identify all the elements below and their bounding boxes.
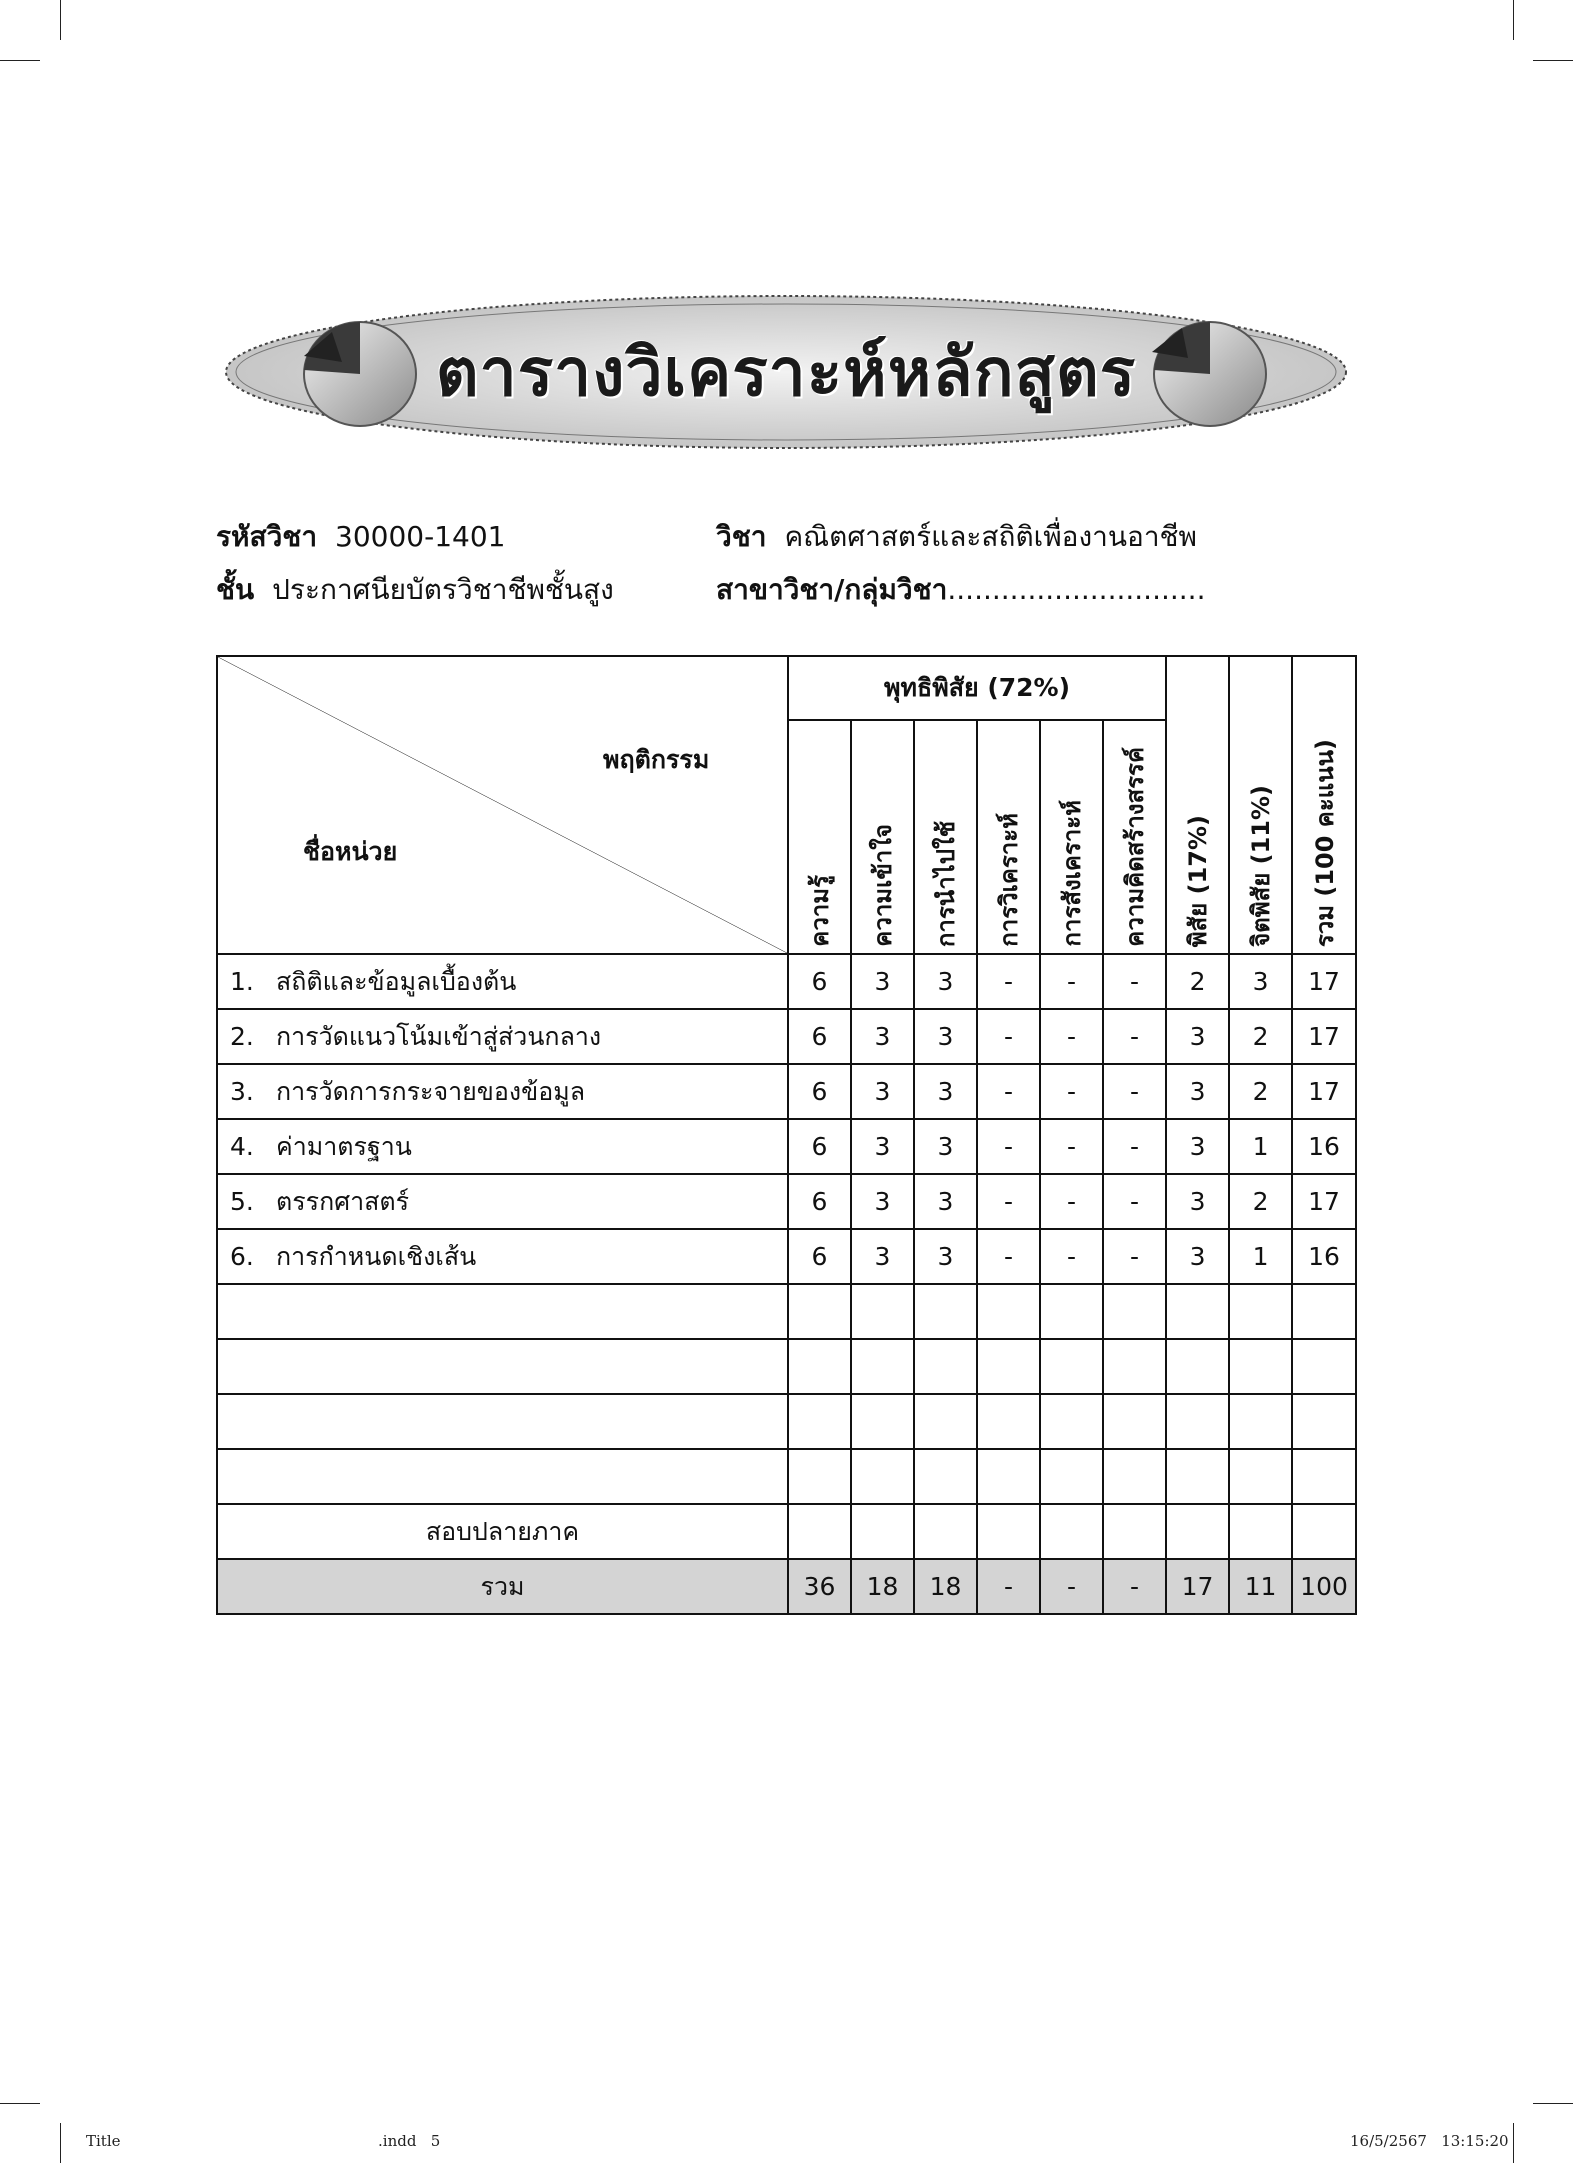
value-cell: 3 [851, 1229, 914, 1284]
total-cell: 18 [914, 1559, 977, 1614]
corner-header [217, 656, 788, 954]
unit-number: 6. [230, 1241, 254, 1271]
crop-mark [1533, 60, 1573, 61]
value-cell: - [1103, 1174, 1166, 1229]
total-cell: 100 [1292, 1559, 1356, 1614]
total-cell: 17 [1166, 1559, 1229, 1614]
column-header: ความรู้ [788, 720, 851, 954]
cognitive-group-header: พุทธิพิสัย (72%) [788, 656, 1166, 720]
unit-number: 2. [230, 1021, 254, 1051]
value-cell: 3 [851, 1009, 914, 1064]
level-value: ประกาศนียบัตรวิชาชีพชั้นสูง [272, 573, 614, 606]
table-row [217, 1229, 1356, 1284]
header-row-1 [217, 656, 1356, 720]
total-label: รวม [217, 1559, 788, 1614]
value-cell: 17 [1292, 1174, 1356, 1229]
total-cell: - [1103, 1559, 1166, 1614]
value-cell: - [977, 1229, 1040, 1284]
unit-name: การกำหนดเชิงเส้น [276, 1241, 477, 1271]
unit-name-cell [217, 1064, 788, 1119]
value-cell: 3 [914, 1119, 977, 1174]
unit-number: 1. [230, 966, 254, 996]
value-cell: - [977, 1009, 1040, 1064]
title-banner [222, 292, 1350, 452]
value-cell: - [1103, 1009, 1166, 1064]
table-row [217, 1119, 1356, 1174]
unit-name-label: ชื่อหน่วย [303, 837, 398, 866]
course-code-line [216, 515, 505, 559]
value-cell: - [977, 1174, 1040, 1229]
behavior-label: พฤติกรรม [603, 745, 710, 774]
value-cell: 3 [1166, 1229, 1229, 1284]
final-exam-row [217, 1504, 1356, 1559]
subject-line [716, 515, 1197, 559]
level-line [216, 568, 614, 612]
column-header: ความเข้าใจ [851, 720, 914, 954]
unit-name-cell [217, 1119, 788, 1174]
unit-name: สถิติและข้อมูลเบื้องต้น [276, 966, 517, 996]
empty-row [217, 1394, 1356, 1449]
unit-name: ตรรกศาสตร์ [276, 1186, 410, 1216]
value-cell: 17 [1292, 1009, 1356, 1064]
crop-mark [0, 60, 40, 61]
unit-name: การวัดแนวโน้มเข้าสู่ส่วนกลาง [276, 1021, 602, 1051]
empty-row [217, 1284, 1356, 1339]
course-code-label: รหัสวิชา [216, 520, 318, 553]
unit-number: 3. [230, 1076, 254, 1106]
unit-name: ค่ามาตรฐาน [276, 1131, 412, 1161]
value-cell: 17 [1292, 954, 1356, 1009]
branch-label: สาขาวิชา/กลุ่มวิชา [716, 573, 948, 606]
value-cell: 6 [788, 1064, 851, 1119]
total-cell: 18 [851, 1559, 914, 1614]
value-cell: 3 [851, 1119, 914, 1174]
crop-mark [0, 2103, 40, 2104]
value-cell: 2 [1166, 954, 1229, 1009]
final-exam-label: สอบปลายภาค [217, 1504, 788, 1559]
unit-name-cell [217, 1009, 788, 1064]
value-cell: 3 [1166, 1174, 1229, 1229]
value-cell: 17 [1292, 1064, 1356, 1119]
table-row [217, 954, 1356, 1009]
curriculum-analysis-table [216, 655, 1357, 1615]
value-cell: 3 [914, 1229, 977, 1284]
subject-label: วิชา [716, 520, 767, 553]
value-cell: - [1103, 954, 1166, 1009]
value-cell: 6 [788, 1174, 851, 1229]
value-cell: - [977, 954, 1040, 1009]
table-row [217, 1009, 1356, 1064]
level-label: ชั้น [216, 573, 255, 606]
value-cell: 3 [914, 1064, 977, 1119]
unit-name: การวัดการกระจายของข้อมูล [276, 1076, 586, 1106]
value-cell: 3 [914, 1009, 977, 1064]
value-cell: 6 [788, 954, 851, 1009]
value-cell: - [1040, 1064, 1103, 1119]
slug-title: Title [86, 2132, 121, 2150]
value-cell: - [1103, 1119, 1166, 1174]
column-header: การวิเคราะห์ [977, 720, 1040, 954]
subject-value: คณิตศาสตร์และสถิติเพื่องานอาชีพ [784, 520, 1198, 553]
value-cell: 3 [914, 1174, 977, 1229]
column-header: พิสัย (17%) [1166, 656, 1229, 954]
value-cell: 3 [851, 954, 914, 1009]
value-cell: 2 [1229, 1174, 1292, 1229]
slug-file: .indd 5 [378, 2132, 441, 2150]
column-header: การสังเคราะห์ [1040, 720, 1103, 954]
column-header: จิตพิสัย (11%) [1229, 656, 1292, 954]
empty-row [217, 1449, 1356, 1504]
course-code-value: 30000-1401 [335, 520, 506, 553]
value-cell: - [1103, 1229, 1166, 1284]
value-cell: 1 [1229, 1119, 1292, 1174]
value-cell: 16 [1292, 1229, 1356, 1284]
table-row [217, 1064, 1356, 1119]
branch-value: ............................. [947, 573, 1206, 606]
value-cell: - [977, 1064, 1040, 1119]
unit-name-cell [217, 954, 788, 1009]
value-cell: - [1040, 1119, 1103, 1174]
value-cell: - [1040, 954, 1103, 1009]
value-cell: 1 [1229, 1229, 1292, 1284]
unit-name-cell [217, 1174, 788, 1229]
total-cell: 11 [1229, 1559, 1292, 1614]
total-cell: 36 [788, 1559, 851, 1614]
crop-mark [1513, 0, 1514, 40]
value-cell: 3 [1229, 954, 1292, 1009]
value-cell: - [1103, 1064, 1166, 1119]
value-cell: 3 [1166, 1064, 1229, 1119]
value-cell: - [1040, 1009, 1103, 1064]
total-cell: - [1040, 1559, 1103, 1614]
diagonal-line [218, 657, 787, 953]
crop-mark [1513, 2123, 1514, 2163]
branch-line [716, 568, 1206, 612]
empty-row [217, 1339, 1356, 1394]
slug-timestamp: 16/5/2567 13:15:20 [1350, 2132, 1509, 2150]
unit-number: 5. [230, 1186, 254, 1216]
crop-mark [60, 2123, 61, 2163]
total-row [217, 1559, 1356, 1614]
value-cell: 3 [1166, 1119, 1229, 1174]
value-cell: - [977, 1119, 1040, 1174]
value-cell: 6 [788, 1119, 851, 1174]
value-cell: 16 [1292, 1119, 1356, 1174]
value-cell: 3 [1166, 1009, 1229, 1064]
value-cell: - [1040, 1174, 1103, 1229]
value-cell: 6 [788, 1229, 851, 1284]
value-cell: 3 [914, 954, 977, 1009]
page-title: ตารางวิเคราะห์หลักสูตร [435, 332, 1137, 411]
value-cell: - [1040, 1229, 1103, 1284]
crop-mark [60, 0, 61, 40]
data-rows [217, 954, 1356, 1284]
column-header: การนำไปใช้ [914, 720, 977, 954]
crop-mark [1533, 2103, 1573, 2104]
value-cell: 3 [851, 1064, 914, 1119]
value-cell: 2 [1229, 1009, 1292, 1064]
value-cell: 3 [851, 1174, 914, 1229]
column-header: ความคิดสร้างสรรค์ [1103, 720, 1166, 954]
unit-name-cell [217, 1229, 788, 1284]
value-cell: 2 [1229, 1064, 1292, 1119]
table-row [217, 1174, 1356, 1229]
unit-number: 4. [230, 1131, 254, 1161]
value-cell: 6 [788, 1009, 851, 1064]
column-header: รวม (100 คะแนน) [1292, 656, 1356, 954]
total-cell: - [977, 1559, 1040, 1614]
